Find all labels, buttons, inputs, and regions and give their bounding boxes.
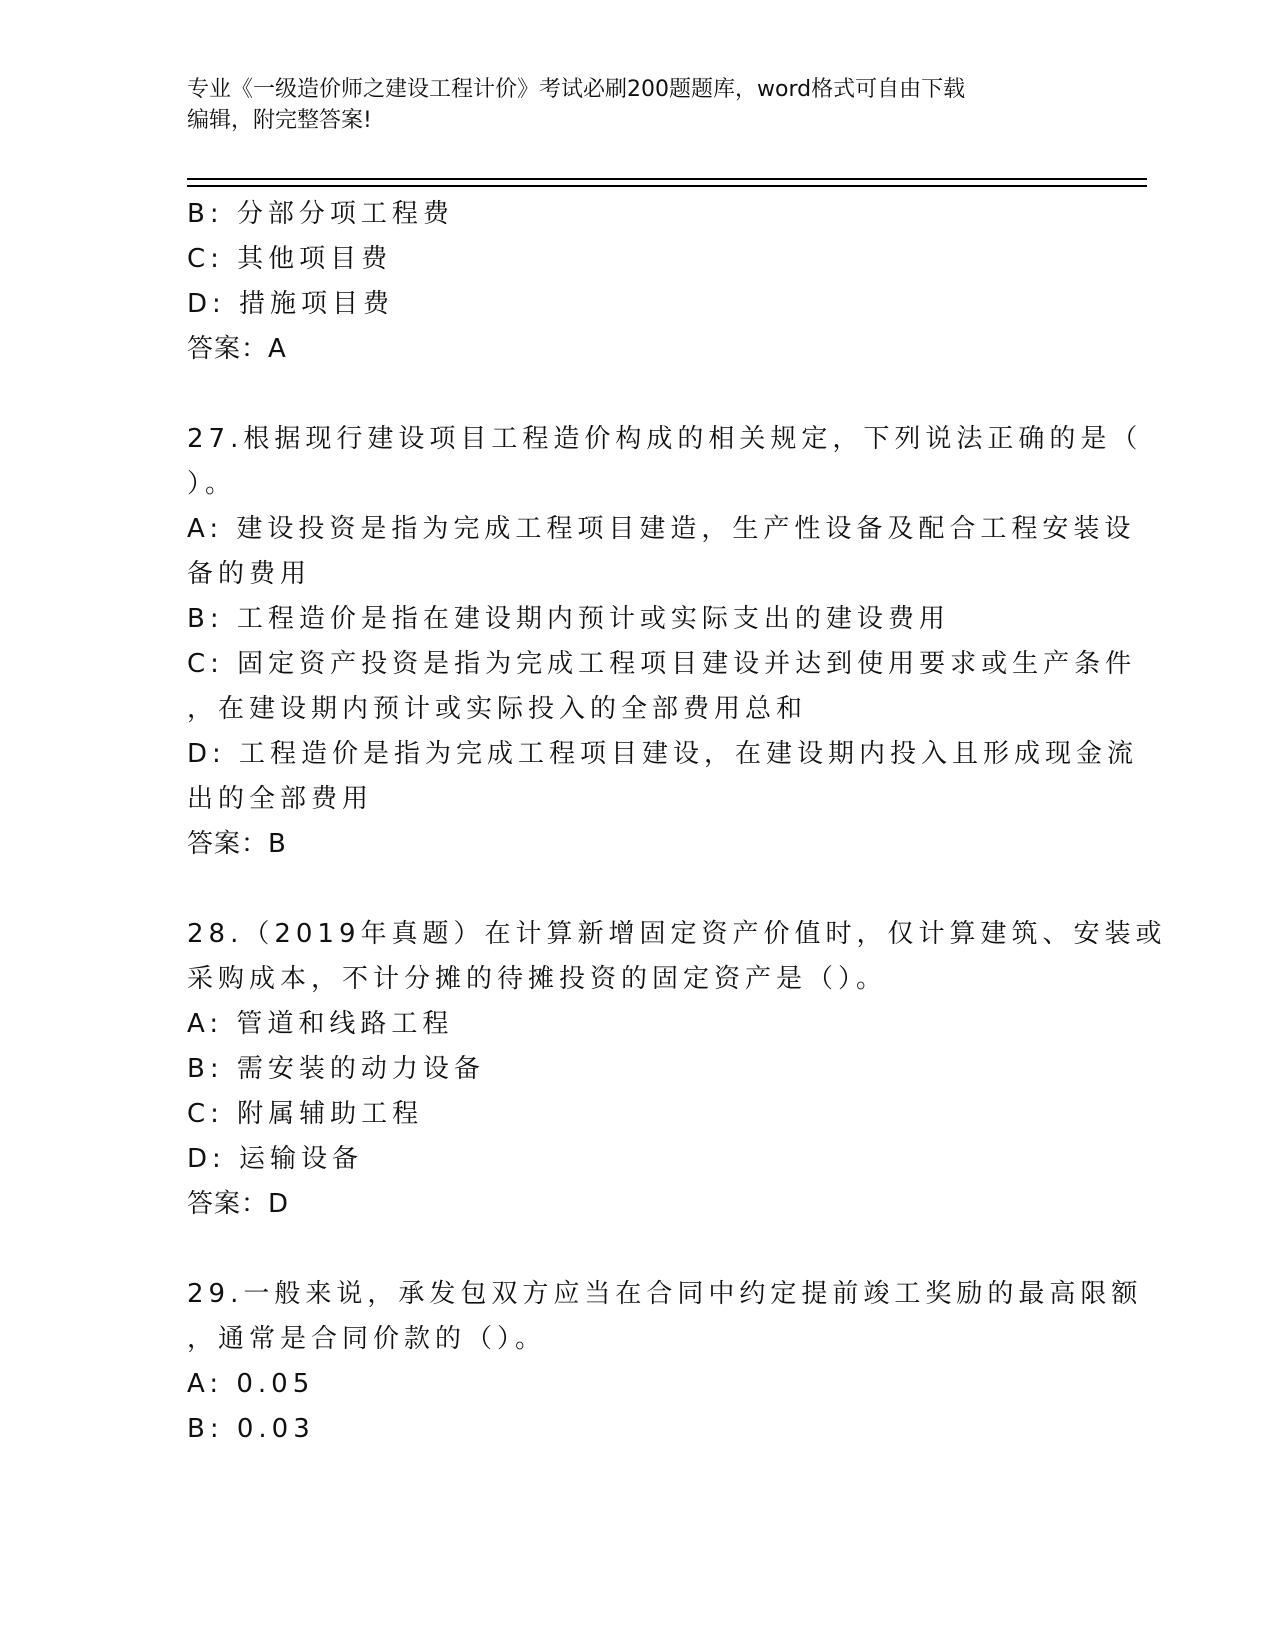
option-d: D: 工程造价是指为完成工程项目建设，在建设期内投入且形成现金流 bbox=[187, 739, 1139, 769]
question-stem: 29.一般来说，承发包双方应当在合同中约定提前竣工奖励的最高限额 bbox=[187, 1279, 1143, 1309]
header-rule-bottom bbox=[187, 185, 1147, 187]
option-b: B: 工程造价是指在建设期内预计或实际支出的建设费用 bbox=[187, 604, 950, 634]
header-line-2: 编辑，附完整答案! bbox=[187, 108, 372, 133]
option-c: C: 其他项目费 bbox=[187, 244, 393, 274]
option-a: A: 建设投资是指为完成工程项目建造，生产性设备及配合工程安装设 bbox=[187, 514, 1136, 544]
option-b: B: 需安装的动力设备 bbox=[187, 1054, 485, 1084]
option-c-cont: ，在建设期内预计或实际投入的全部费用总和 bbox=[187, 694, 808, 724]
question-list bbox=[187, 192, 1167, 1452]
option-b: B: 分部分项工程费 bbox=[187, 199, 454, 229]
question-stem: 27.根据现行建设项目工程造价构成的相关规定，下列说法正确的是（ bbox=[187, 424, 1143, 454]
answer: 答案：B bbox=[187, 829, 287, 859]
option-d-cont: 出的全部费用 bbox=[187, 784, 374, 814]
option-a: A: 管道和线路工程 bbox=[187, 1009, 454, 1039]
question-stem-cont: ，通常是合同价款的（）。 bbox=[187, 1324, 547, 1354]
question-28 bbox=[187, 912, 1167, 1227]
header-rule-top bbox=[187, 178, 1147, 180]
question-29 bbox=[187, 1272, 1143, 1452]
option-c: C: 附属辅助工程 bbox=[187, 1099, 424, 1129]
option-d: D: 运输设备 bbox=[187, 1144, 364, 1174]
document-header bbox=[187, 74, 1087, 136]
question-stem: 28.（2019年真题）在计算新增固定资产价值时，仅计算建筑、安装或 bbox=[187, 919, 1167, 949]
option-d: D: 措施项目费 bbox=[187, 289, 395, 319]
question-26-tail bbox=[187, 192, 1087, 372]
question-27 bbox=[187, 417, 1143, 867]
spacer bbox=[187, 372, 1087, 417]
answer: 答案：D bbox=[187, 1189, 290, 1219]
option-c: C: 固定资产投资是指为完成工程项目建设并达到使用要求或生产条件 bbox=[187, 649, 1137, 679]
option-a: A: 0.05 bbox=[187, 1369, 315, 1399]
answer: 答案：A bbox=[187, 334, 287, 364]
header-line-1: 专业《一级造价师之建设工程计价》考试必刷200题题库，word格式可自由下载 bbox=[187, 77, 966, 102]
option-a-cont: 备的费用 bbox=[187, 559, 312, 589]
spacer bbox=[187, 867, 1087, 912]
spacer bbox=[187, 1227, 1087, 1272]
question-stem-cont: 采购成本，不计分摊的待摊投资的固定资产是（）。 bbox=[187, 964, 888, 994]
option-b: B: 0.03 bbox=[187, 1414, 315, 1444]
question-stem-cont: ）。 bbox=[187, 469, 237, 499]
